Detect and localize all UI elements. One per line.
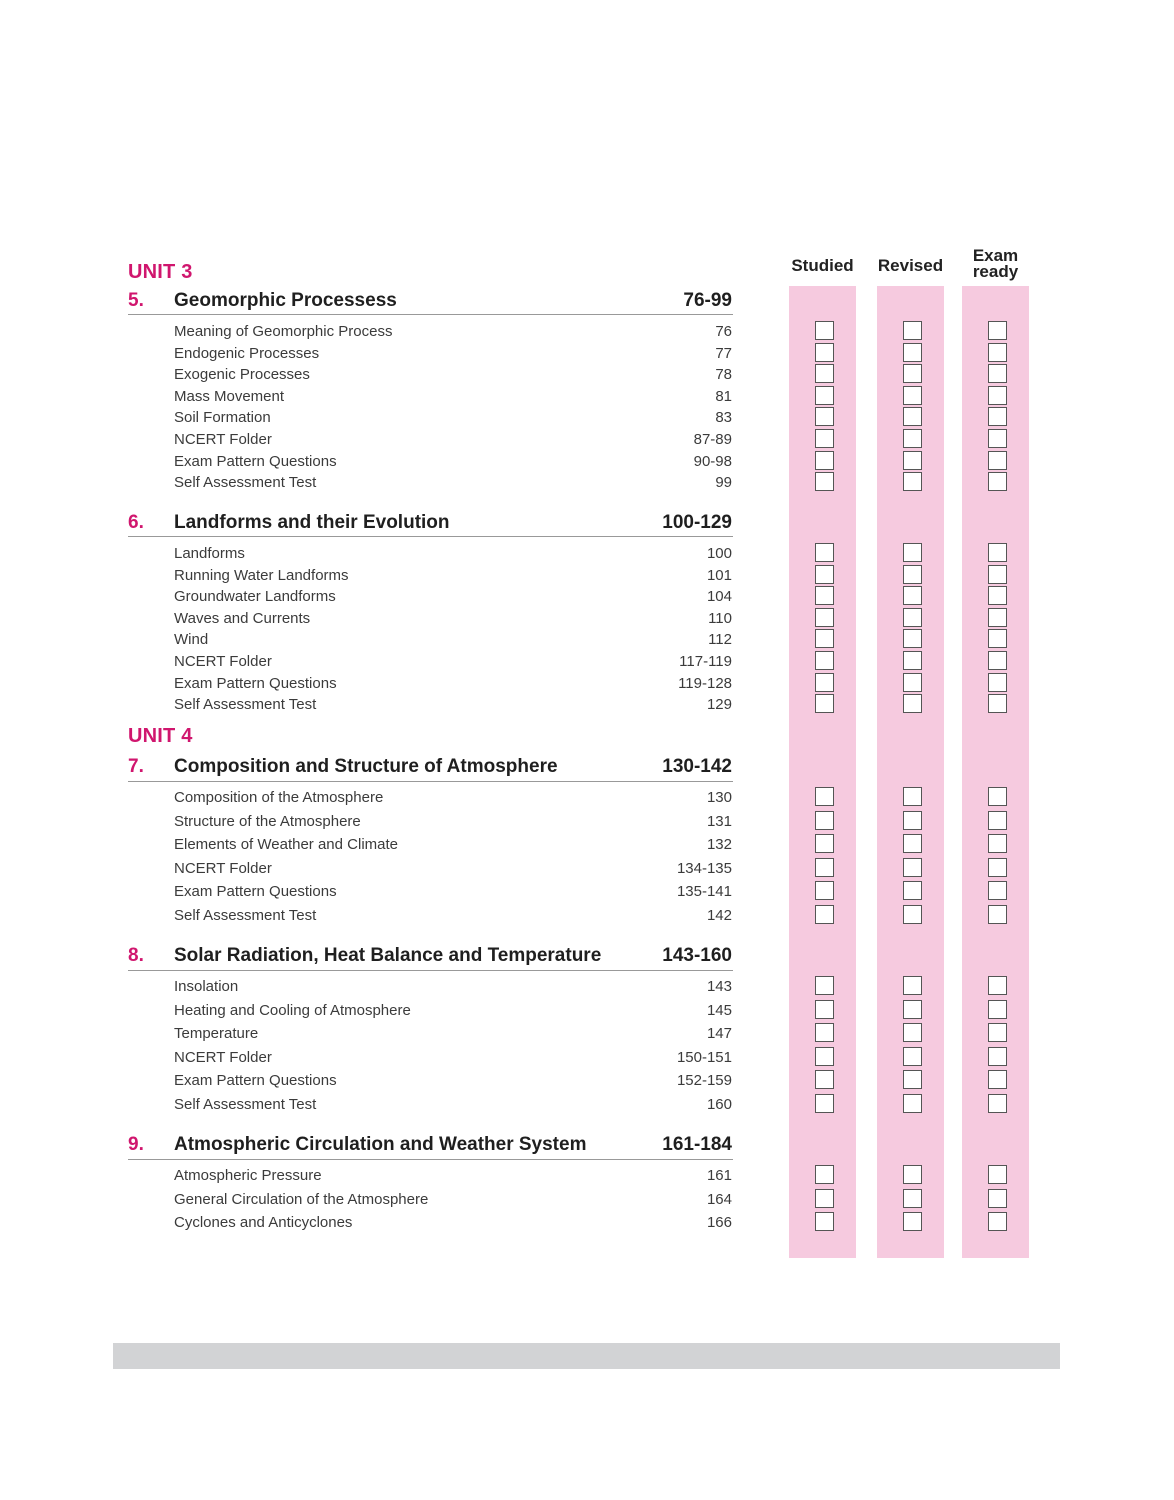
studied-checkbox[interactable] [815, 565, 834, 584]
topic-page: 87-89 [693, 431, 732, 448]
studied-checkbox[interactable] [815, 834, 834, 853]
topic-title: NCERT Folder [174, 653, 272, 670]
topic-title: NCERT Folder [174, 1048, 272, 1066]
exam-ready-checkbox[interactable] [988, 811, 1007, 830]
topic-title: Composition of the Atmosphere [174, 789, 384, 806]
topic-title: General Circulation of the Atmosphere [174, 1190, 429, 1208]
topic-page: 129 [706, 696, 732, 714]
topic-page: 78 [715, 366, 732, 384]
exam-ready-checkbox[interactable] [988, 321, 1007, 340]
topic-page: 100 [706, 545, 732, 562]
revised-checkbox[interactable] [903, 1000, 922, 1019]
exam-ready-checkbox[interactable] [988, 451, 1007, 470]
revised-checkbox[interactable] [903, 629, 922, 648]
studied-checkbox[interactable] [815, 1047, 834, 1066]
chapter-page-range: 100-129 [662, 512, 732, 533]
topic-title: NCERT Folder [174, 859, 272, 877]
chapter-number: 9. [128, 1134, 144, 1155]
studied-checkbox[interactable] [815, 858, 834, 877]
topic-title: Elements of Weather and Climate [174, 836, 398, 854]
topic-title: NCERT Folder [174, 431, 272, 448]
revised-checkbox[interactable] [903, 565, 922, 584]
chapter-number: 8. [128, 945, 144, 966]
topic-page: 135-141 [676, 883, 732, 901]
exam-ready-checkbox[interactable] [988, 834, 1007, 853]
studied-checkbox[interactable] [815, 321, 834, 340]
revised-checkbox[interactable] [903, 651, 922, 670]
studied-checkbox[interactable] [815, 1070, 834, 1089]
exam-ready-checkbox[interactable] [988, 629, 1007, 648]
exam-ready-checkbox[interactable] [988, 472, 1007, 491]
revised-checkbox[interactable] [903, 1212, 922, 1231]
column-header-studied: Studied [791, 256, 854, 275]
studied-checkbox[interactable] [815, 1000, 834, 1019]
exam-ready-checkbox[interactable] [988, 881, 1007, 900]
revised-checkbox[interactable] [903, 386, 922, 405]
topic-title: Exam Pattern Questions [174, 1072, 337, 1090]
studied-checkbox[interactable] [815, 976, 834, 995]
topic-title: Cyclones and Anticyclones [174, 1214, 353, 1232]
topic-page: 143 [706, 978, 732, 995]
exam-ready-checkbox[interactable] [988, 858, 1007, 877]
chapter-divider [128, 1159, 733, 1160]
exam-ready-checkbox[interactable] [988, 1070, 1007, 1089]
studied-checkbox[interactable] [815, 1094, 834, 1113]
studied-checkbox[interactable] [815, 1212, 834, 1231]
revised-checkbox[interactable] [903, 1189, 922, 1208]
topic-page: 104 [706, 588, 732, 606]
topic-page: 142 [706, 907, 732, 924]
column-header-exam-ready-line1: Exam [972, 246, 1019, 265]
topic-page: 145 [706, 1001, 732, 1019]
exam-ready-checkbox[interactable] [988, 1047, 1007, 1066]
topic-page: 131 [706, 812, 732, 830]
chapter-title: Solar Radiation, Heat Balance and Temperature [174, 945, 602, 966]
topic-title: Exam Pattern Questions [174, 674, 337, 692]
revised-checkbox[interactable] [903, 905, 922, 924]
exam-ready-checkbox[interactable] [988, 1165, 1007, 1184]
unit-heading: UNIT 4 [128, 725, 193, 747]
exam-ready-checkbox[interactable] [988, 1000, 1007, 1019]
topic-title: Exam Pattern Questions [174, 883, 337, 901]
exam-ready-checkbox[interactable] [988, 343, 1007, 362]
chapter-page-range: 130-142 [662, 756, 732, 777]
exam-ready-checkbox[interactable] [988, 386, 1007, 405]
footer-bar [113, 1343, 1060, 1369]
revised-checkbox[interactable] [903, 429, 922, 448]
revised-checkbox[interactable] [903, 343, 922, 362]
revised-checkbox[interactable] [903, 543, 922, 562]
topic-title: Self Assessment Test [174, 696, 317, 714]
topic-page: 101 [706, 566, 732, 584]
revised-checkbox[interactable] [903, 1165, 922, 1184]
exam-ready-checkbox[interactable] [988, 565, 1007, 584]
topic-title: Heating and Cooling of Atmosphere [174, 1001, 411, 1019]
topic-page: 132 [706, 836, 732, 854]
revised-checkbox[interactable] [903, 1094, 922, 1113]
revised-checkbox[interactable] [903, 321, 922, 340]
topic-page: 90-98 [693, 452, 732, 470]
studied-checkbox[interactable] [815, 1165, 834, 1184]
revised-checkbox[interactable] [903, 694, 922, 713]
column-header-exam-ready [962, 248, 1029, 280]
chapter-divider [128, 314, 733, 315]
chapter-title: Composition and Structure of Atmosphere [174, 756, 558, 777]
studied-checkbox[interactable] [815, 451, 834, 470]
topic-title: Exam Pattern Questions [174, 452, 337, 470]
topic-page: 160 [706, 1096, 732, 1113]
chapter-number: 7. [128, 756, 144, 777]
exam-ready-checkbox[interactable] [988, 364, 1007, 383]
revised-checkbox[interactable] [903, 858, 922, 877]
column-header-exam-ready-line2: ready [972, 262, 1019, 281]
studied-checkbox[interactable] [815, 1023, 834, 1042]
studied-checkbox[interactable] [815, 429, 834, 448]
topic-page: 130 [706, 789, 732, 806]
studied-checkbox[interactable] [815, 586, 834, 605]
chapter-number: 5. [128, 290, 144, 311]
studied-checkbox[interactable] [815, 543, 834, 562]
exam-ready-checkbox[interactable] [988, 1023, 1007, 1042]
exam-ready-checkbox[interactable] [988, 586, 1007, 605]
exam-ready-checkbox[interactable] [988, 694, 1007, 713]
revised-checkbox[interactable] [903, 673, 922, 692]
topic-title: Groundwater Landforms [174, 588, 336, 606]
studied-checkbox[interactable] [815, 472, 834, 491]
revised-checkbox[interactable] [903, 1047, 922, 1066]
topic-title: Self Assessment Test [174, 1096, 317, 1113]
topic-page: 77 [715, 344, 732, 362]
revised-checkbox[interactable] [903, 407, 922, 426]
topic-title: Temperature [174, 1025, 259, 1043]
topic-page: 119-128 [678, 674, 732, 692]
topic-page: 99 [715, 474, 732, 492]
revised-checkbox[interactable] [903, 1070, 922, 1089]
chapter-page-range: 143-160 [662, 945, 732, 966]
topic-title: Structure of the Atmosphere [174, 812, 361, 830]
revised-checkbox[interactable] [903, 811, 922, 830]
exam-ready-checkbox[interactable] [988, 1094, 1007, 1113]
topic-page: 83 [715, 409, 732, 427]
topic-title: Wind [174, 631, 209, 649]
revised-checkbox[interactable] [903, 451, 922, 470]
exam-ready-checkbox[interactable] [988, 543, 1007, 562]
topic-title: Waves and Currents [174, 609, 311, 627]
studied-checkbox[interactable] [815, 407, 834, 426]
studied-checkbox[interactable] [815, 343, 834, 362]
exam-ready-checkbox[interactable] [988, 407, 1007, 426]
topic-title: Atmospheric Pressure [174, 1167, 322, 1184]
chapter-page-range: 76-99 [683, 290, 732, 311]
revised-checkbox[interactable] [903, 976, 922, 995]
revised-checkbox[interactable] [903, 472, 922, 491]
topic-page: 161 [706, 1167, 732, 1184]
topic-page: 117-119 [679, 653, 732, 670]
revised-checkbox[interactable] [903, 586, 922, 605]
exam-ready-checkbox[interactable] [988, 673, 1007, 692]
exam-ready-checkbox[interactable] [988, 429, 1007, 448]
revised-checkbox[interactable] [903, 881, 922, 900]
topic-page: 152-159 [676, 1072, 732, 1090]
studied-checkbox[interactable] [815, 608, 834, 627]
exam-ready-checkbox[interactable] [988, 787, 1007, 806]
studied-checkbox[interactable] [815, 811, 834, 830]
studied-checkbox[interactable] [815, 651, 834, 670]
chapter-divider [128, 970, 733, 971]
revised-checkbox[interactable] [903, 834, 922, 853]
chapter-page-range: 161-184 [662, 1134, 732, 1155]
studied-checkbox[interactable] [815, 673, 834, 692]
exam-ready-checkbox[interactable] [988, 976, 1007, 995]
exam-ready-checkbox[interactable] [988, 1212, 1007, 1231]
exam-ready-checkbox[interactable] [988, 1189, 1007, 1208]
studied-checkbox[interactable] [815, 386, 834, 405]
exam-ready-checkbox[interactable] [988, 905, 1007, 924]
topic-title: Self Assessment Test [174, 907, 317, 924]
topic-page: 150-151 [676, 1048, 732, 1066]
topic-page: 134-135 [676, 859, 732, 877]
chapter-number: 6. [128, 512, 144, 533]
exam-ready-checkbox[interactable] [988, 651, 1007, 670]
revised-checkbox[interactable] [903, 364, 922, 383]
chapter-title: Geomorphic Processess [174, 290, 397, 311]
topic-title: Meaning of Geomorphic Process [174, 323, 393, 340]
topic-title: Endogenic Processes [174, 344, 320, 362]
topic-title: Soil Formation [174, 409, 271, 427]
studied-checkbox[interactable] [815, 905, 834, 924]
topic-title: Self Assessment Test [174, 474, 317, 492]
studied-checkbox[interactable] [815, 694, 834, 713]
topic-page: 164 [706, 1190, 732, 1208]
topic-page: 81 [715, 387, 732, 405]
chapter-title: Atmospheric Circulation and Weather System [174, 1134, 587, 1155]
revised-checkbox[interactable] [903, 787, 922, 806]
topic-page: 147 [706, 1025, 732, 1043]
revised-checkbox[interactable] [903, 1023, 922, 1042]
studied-checkbox[interactable] [815, 1189, 834, 1208]
chapter-divider [128, 781, 733, 782]
unit-heading: UNIT 3 [128, 261, 193, 283]
topic-title: Exogenic Processes [174, 366, 310, 384]
chapter-title: Landforms and their Evolution [174, 512, 450, 533]
topic-page: 76 [715, 323, 732, 340]
topic-title: Mass Movement [174, 387, 285, 405]
topic-page: 166 [706, 1214, 732, 1232]
studied-checkbox[interactable] [815, 629, 834, 648]
studied-checkbox[interactable] [815, 881, 834, 900]
column-header-revised: Revised [877, 256, 944, 275]
revised-checkbox[interactable] [903, 608, 922, 627]
studied-checkbox[interactable] [815, 364, 834, 383]
chapter-divider [128, 536, 733, 537]
studied-checkbox[interactable] [815, 787, 834, 806]
topic-page: 110 [708, 609, 732, 627]
topic-title: Running Water Landforms [174, 566, 349, 584]
topic-title: Insolation [174, 978, 239, 995]
exam-ready-checkbox[interactable] [988, 608, 1007, 627]
topic-title: Landforms [174, 545, 245, 562]
topic-page: 112 [708, 631, 732, 649]
